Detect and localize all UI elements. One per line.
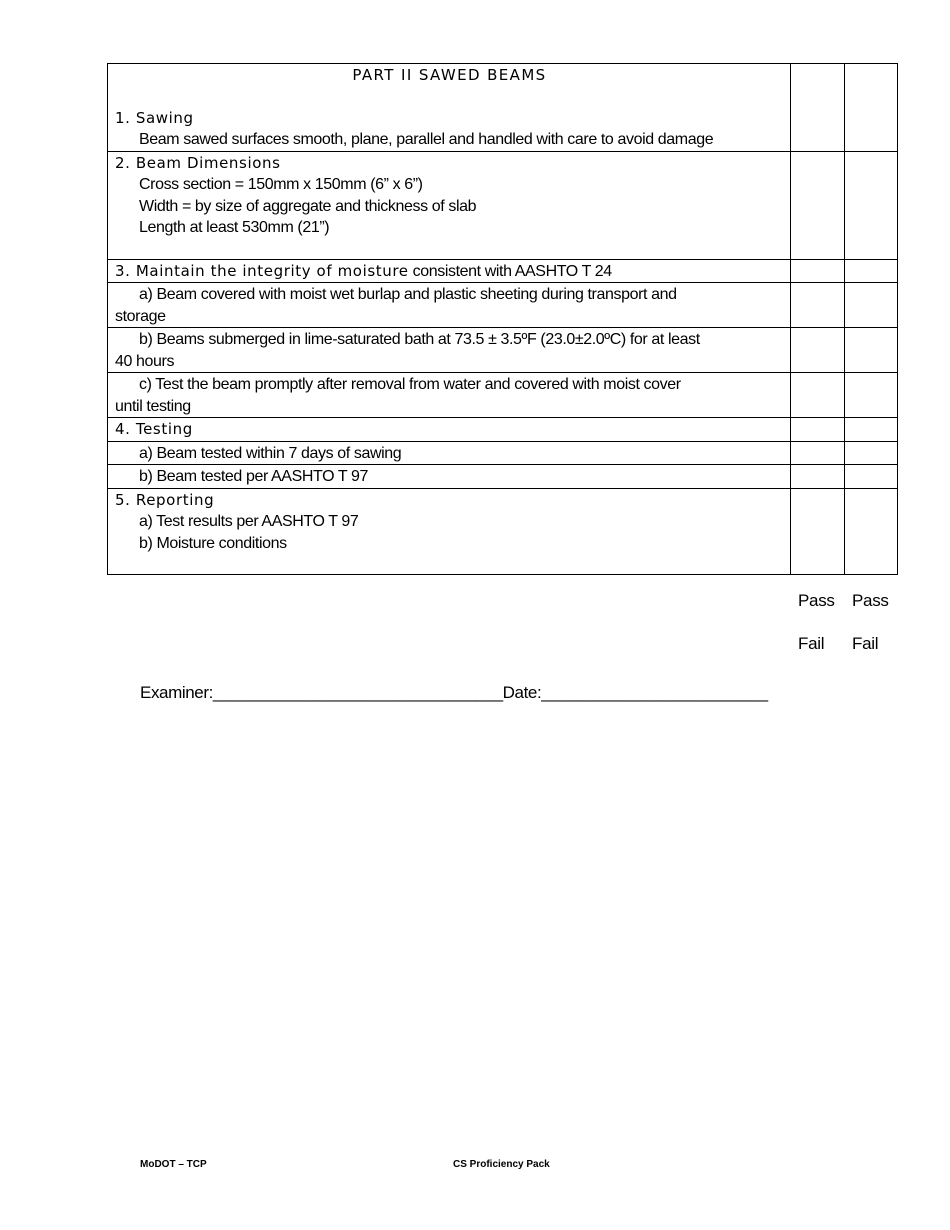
- sawing-text: Beam sawed surfaces smooth, plane, parallel and handled with care to avoid damage: [139, 131, 714, 148]
- check-cell-1[interactable]: [791, 259, 845, 283]
- testing-b-text: b) Beam tested per AASHTO T 97: [139, 468, 369, 485]
- row-dimensions: [108, 151, 898, 259]
- moisture-a-text: a) Beam covered with moist wet burlap and plastic sheeting during transport and: [139, 286, 677, 303]
- row-sawing: [108, 64, 898, 152]
- moisture-heading-suffix: consistent with AASHTO T 24: [408, 262, 612, 280]
- check-cell-2[interactable]: [845, 328, 898, 373]
- testing-a-cell: [108, 441, 791, 465]
- fail-label-2[interactable]: Fail: [852, 634, 879, 653]
- moisture-b-cell: [108, 328, 791, 373]
- row-moisture-a: [108, 283, 898, 328]
- check-cell-2[interactable]: [845, 441, 898, 465]
- check-cell-1[interactable]: [791, 465, 845, 489]
- row-moisture-c: [108, 373, 898, 418]
- reporting-a-text: a) Test results per AASHTO T 97: [139, 513, 359, 530]
- moisture-a-continued: storage: [115, 307, 166, 325]
- section-title: PART II SAWED BEAMS: [352, 66, 547, 84]
- check-cell-1[interactable]: [791, 373, 845, 418]
- row-testing-heading: [108, 418, 898, 442]
- moisture-c-cell: [108, 373, 791, 418]
- dimensions-cross-section: Cross section = 150mm x 150mm (6” x 6”): [139, 176, 423, 193]
- moisture-c-continued: until testing: [115, 397, 191, 415]
- check-cell-2[interactable]: [845, 151, 898, 259]
- testing-a-text: a) Beam tested within 7 days of sawing: [139, 444, 402, 462]
- check-cell-2[interactable]: [845, 283, 898, 328]
- sawing-heading: 1. Sawing: [115, 108, 194, 127]
- check-cell-2[interactable]: [845, 418, 898, 442]
- testing-heading-cell: [108, 418, 791, 442]
- footer-left: MoDOT – TCP: [140, 1159, 207, 1170]
- examiner-date-line[interactable]: Examiner:________________________________Date:_________________________: [140, 683, 768, 702]
- check-cell-1[interactable]: [791, 64, 845, 152]
- check-cell-2[interactable]: [845, 373, 898, 418]
- fail-label-1[interactable]: Fail: [798, 634, 825, 653]
- moisture-heading: 3. Maintain the integrity of moisture: [115, 261, 409, 280]
- check-cell-1[interactable]: [791, 283, 845, 328]
- check-cell-1[interactable]: [791, 418, 845, 442]
- check-cell-2[interactable]: [845, 465, 898, 489]
- footer-center: CS Proficiency Pack: [453, 1159, 550, 1170]
- check-cell-2[interactable]: [845, 64, 898, 152]
- dimensions-width: Width = by size of aggregate and thickness of slab: [139, 197, 477, 215]
- reporting-cell: [108, 488, 791, 574]
- sawing-cell: [108, 64, 791, 152]
- check-cell-1[interactable]: [791, 441, 845, 465]
- moisture-a-cell: [108, 283, 791, 328]
- testing-heading: 4. Testing: [115, 420, 193, 438]
- testing-b-cell: [108, 465, 791, 489]
- row-moisture-b: [108, 328, 898, 373]
- pass-label-1[interactable]: Pass: [798, 591, 835, 610]
- check-cell-1[interactable]: [791, 328, 845, 373]
- moisture-heading-cell: [108, 259, 791, 283]
- reporting-heading: 5. Reporting: [115, 490, 215, 509]
- moisture-b-continued: 40 hours: [115, 352, 175, 370]
- dimensions-length: Length at least 530mm (21”): [139, 219, 330, 236]
- row-testing-a: [108, 441, 898, 465]
- checklist-table: [107, 63, 898, 575]
- check-cell-1[interactable]: [791, 488, 845, 574]
- check-cell-2[interactable]: [845, 488, 898, 574]
- dimensions-cell: [108, 151, 791, 259]
- moisture-c-text: c) Test the beam promptly after removal from water and covered with moist cover: [139, 376, 681, 393]
- row-testing-b: [108, 465, 898, 489]
- check-cell-2[interactable]: [845, 259, 898, 283]
- moisture-b-text: b) Beams submerged in lime-saturated bath at 73.5 ± 3.5ºF (23.0±2.0ºC) for at least: [139, 331, 700, 348]
- check-cell-1[interactable]: [791, 151, 845, 259]
- row-reporting: [108, 488, 898, 574]
- pass-label-2[interactable]: Pass: [852, 591, 889, 610]
- dimensions-heading: 2. Beam Dimensions: [115, 153, 281, 172]
- reporting-b-text: b) Moisture conditions: [139, 534, 287, 552]
- row-moisture-heading: [108, 259, 898, 283]
